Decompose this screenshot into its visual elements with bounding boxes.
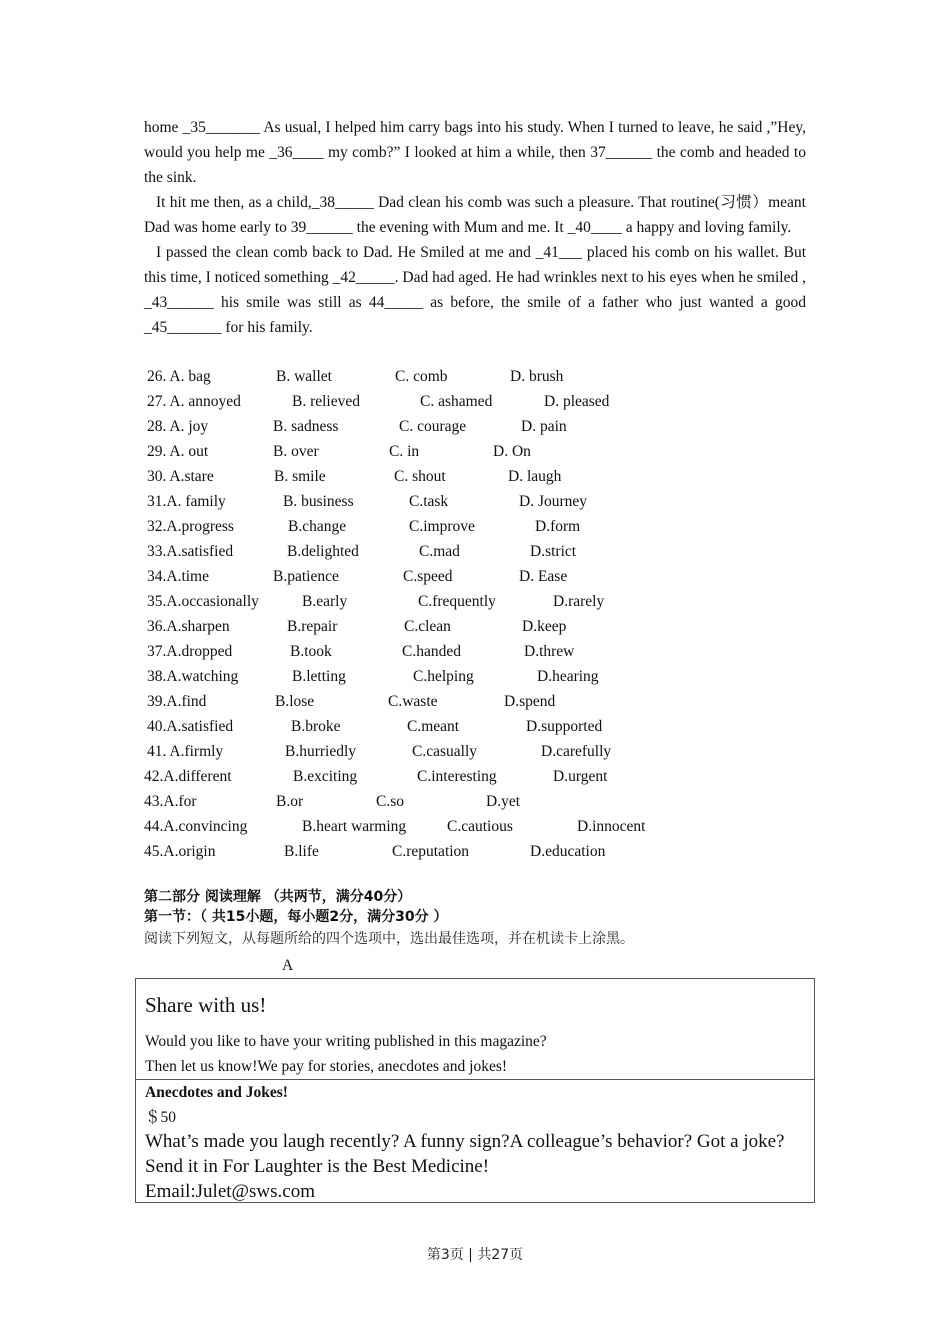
- option-a: 36.A.sharpen: [147, 618, 230, 635]
- option-a: 42.A.different: [144, 768, 232, 785]
- option-c: C. courage: [399, 418, 467, 435]
- option-b: B.life: [284, 843, 319, 860]
- option-a: 38.A.watching: [147, 668, 239, 685]
- passage-paragraph-3: I passed the clean comb back to Dad. He Smiled at me and _41___ placed his comb on his wallet. But this time, I noticed something _42_____. Dad had aged. He had wrinkles next to his eyes when he smiled , _43______ his smile was still as 44_____ as before, the smile of a father who just wanted a good _45_______ for his family.: [144, 244, 806, 336]
- advert-sub-heading: Anecdotes and Jokes!: [145, 1084, 288, 1101]
- option-a: 39.A.find: [147, 693, 207, 710]
- option-b: B.letting: [292, 668, 346, 685]
- advert-heading: Share with us!: [145, 993, 267, 1017]
- option-b: B.early: [302, 593, 348, 610]
- option-d: D.form: [535, 518, 581, 535]
- option-b: B.repair: [287, 618, 338, 635]
- option-d: D.keep: [522, 618, 567, 635]
- option-a: 34.A.time: [147, 568, 209, 585]
- option-a: 40.A.satisfied: [147, 718, 234, 735]
- option-d: D. On: [493, 443, 531, 460]
- option-a: 29. A. out: [147, 443, 209, 460]
- option-b: B.lose: [275, 693, 315, 710]
- passage-paragraph-2: It hit me then, as a child,_38_____ Dad clean his comb was such a pleasure. That routine(习惯）meant Dad was home early to 39______ the evening with Mum and me. It _40____ a happy and loving family.: [144, 194, 806, 236]
- option-a: 27. A. annoyed: [147, 393, 241, 410]
- advert-box: [135, 978, 815, 1203]
- option-d: D.rarely: [553, 593, 605, 610]
- option-a: 32.A.progress: [147, 518, 234, 535]
- option-c: C.frequently: [418, 593, 496, 610]
- option-d: D. pain: [521, 418, 567, 435]
- option-b: B.heart warming: [302, 818, 407, 835]
- advert-line-3: What’s made you laugh recently? A funny sign?A colleague’s behavior? Got a joke?: [145, 1131, 785, 1152]
- option-d: D.yet: [486, 793, 521, 810]
- advert-line-1: Would you like to have your writing published in this magazine?: [145, 1033, 547, 1050]
- advert-line-2: Then let us know!We pay for stories, anecdotes and jokes!: [145, 1058, 508, 1075]
- option-d: D.spend: [504, 693, 556, 710]
- option-d: D.strict: [530, 543, 577, 560]
- option-a: 30. A.stare: [147, 468, 214, 485]
- option-b: B. smile: [274, 468, 326, 485]
- option-c: C. shout: [394, 468, 446, 485]
- option-d: D.threw: [524, 643, 575, 660]
- option-b: B. over: [273, 443, 319, 460]
- option-a: 44.A.convincing: [144, 818, 248, 835]
- option-a: 31.A. family: [147, 493, 226, 510]
- option-c: C.meant: [407, 718, 460, 735]
- option-b: B.or: [276, 793, 304, 810]
- option-c: C.task: [409, 493, 449, 510]
- advert-line-4: Send it in For Laughter is the Best Medicine!: [145, 1156, 490, 1177]
- option-c: C.mad: [419, 543, 460, 560]
- section-instruction: 阅读下列短文，从每题所给的四个选项中，选出最佳选项，并在机读卡上涂黑。: [144, 931, 634, 947]
- option-a: 41. A.firmly: [147, 743, 224, 760]
- option-b: B.took: [290, 643, 332, 660]
- option-c: C.clean: [404, 618, 451, 635]
- option-d: D.urgent: [553, 768, 608, 785]
- option-c: C.so: [376, 793, 404, 810]
- option-b: B.broke: [291, 718, 341, 735]
- option-d: D. laugh: [508, 468, 562, 485]
- option-b: B.delighted: [287, 543, 359, 560]
- option-b: B. business: [283, 493, 354, 510]
- option-b: B.patience: [273, 568, 339, 585]
- option-b: B.change: [288, 518, 347, 535]
- option-d: D. brush: [510, 368, 564, 385]
- option-a: 43.A.for: [144, 793, 197, 810]
- advert-divider: [136, 1079, 814, 1080]
- option-c: C.improve: [409, 518, 475, 535]
- option-a: 33.A.satisfied: [147, 543, 234, 560]
- option-c: C.casually: [412, 743, 477, 760]
- option-d: D. pleased: [544, 393, 610, 410]
- page-footer: 第3页 | 共27页: [426, 1247, 524, 1263]
- option-d: D.hearing: [537, 668, 599, 685]
- passage-letter: A: [282, 957, 294, 974]
- option-c: C.cautious: [447, 818, 513, 835]
- option-a: 45.A.origin: [144, 843, 216, 860]
- option-c: C.reputation: [392, 843, 470, 860]
- option-a: 37.A.dropped: [147, 643, 233, 660]
- option-c: C. ashamed: [420, 393, 493, 410]
- option-a: 26. A. bag: [147, 368, 211, 385]
- option-d: D.supported: [526, 718, 603, 735]
- advert-email: Email:Julet@sws.com: [145, 1181, 316, 1202]
- option-d: D.education: [530, 843, 606, 860]
- option-b: B. wallet: [276, 368, 332, 385]
- section-part-title: 第二部分 阅读理解 （共两节，满分40分）: [144, 889, 412, 905]
- section-sub-title: 第一节：（ 共15小题，每小题2分，满分30分 ）: [144, 909, 448, 925]
- option-c: C. comb: [395, 368, 448, 385]
- option-c: C.waste: [388, 693, 438, 710]
- option-c: C.interesting: [417, 768, 497, 785]
- option-a: 28. A. joy: [147, 418, 209, 435]
- option-b: B. relieved: [292, 393, 361, 410]
- cloze-passage: [144, 115, 806, 340]
- option-a: 35.A.occasionally: [147, 593, 259, 610]
- option-b: B.hurriedly: [285, 743, 357, 760]
- passage-paragraph-1: home _35_______ As usual, I helped him carry bags into his study. When I turned to leave, he said ,”Hey, would you help me _36____ my comb?” I looked at him a while, then 37______ the comb and headed to the sink.: [144, 119, 806, 186]
- option-c: C.speed: [403, 568, 453, 585]
- option-d: D. Ease: [519, 568, 568, 585]
- option-d: D.innocent: [577, 818, 646, 835]
- option-c: C. in: [389, 443, 420, 460]
- option-d: D. Journey: [519, 493, 588, 510]
- advert-price: ＄50: [145, 1109, 177, 1126]
- option-b: B.exciting: [293, 768, 358, 785]
- option-b: B. sadness: [273, 418, 339, 435]
- option-d: D.carefully: [541, 743, 612, 760]
- option-c: C.helping: [413, 668, 474, 685]
- option-c: C.handed: [402, 643, 461, 660]
